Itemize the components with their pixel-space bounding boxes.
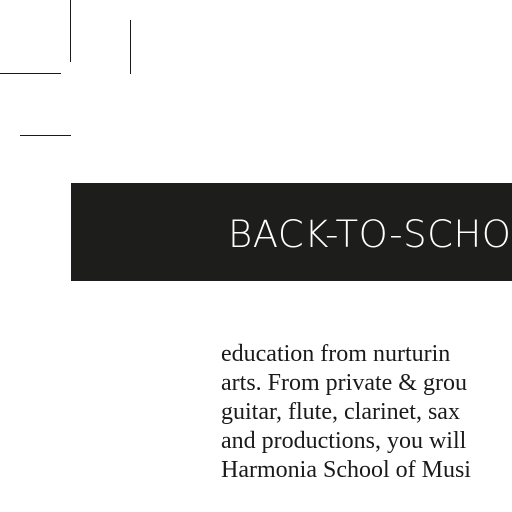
crop-mark-vertical-right <box>130 20 131 74</box>
body-line: Harmonia School of Musi <box>221 457 471 483</box>
crop-mark-horizontal-top <box>0 73 61 74</box>
body-line: and productions, you will <box>221 428 467 454</box>
crop-mark-horizontal-bottom <box>20 135 71 136</box>
body-line: guitar, flute, clarinet, sax <box>221 399 460 425</box>
body-line: education from nurturin <box>221 341 451 367</box>
banner-title: BACK-TO-SCHO <box>228 213 512 256</box>
body-paragraph <box>221 340 512 485</box>
body-line: arts. From private & grou <box>221 370 467 396</box>
crop-mark-vertical-left <box>70 0 71 62</box>
title-banner <box>71 183 512 281</box>
